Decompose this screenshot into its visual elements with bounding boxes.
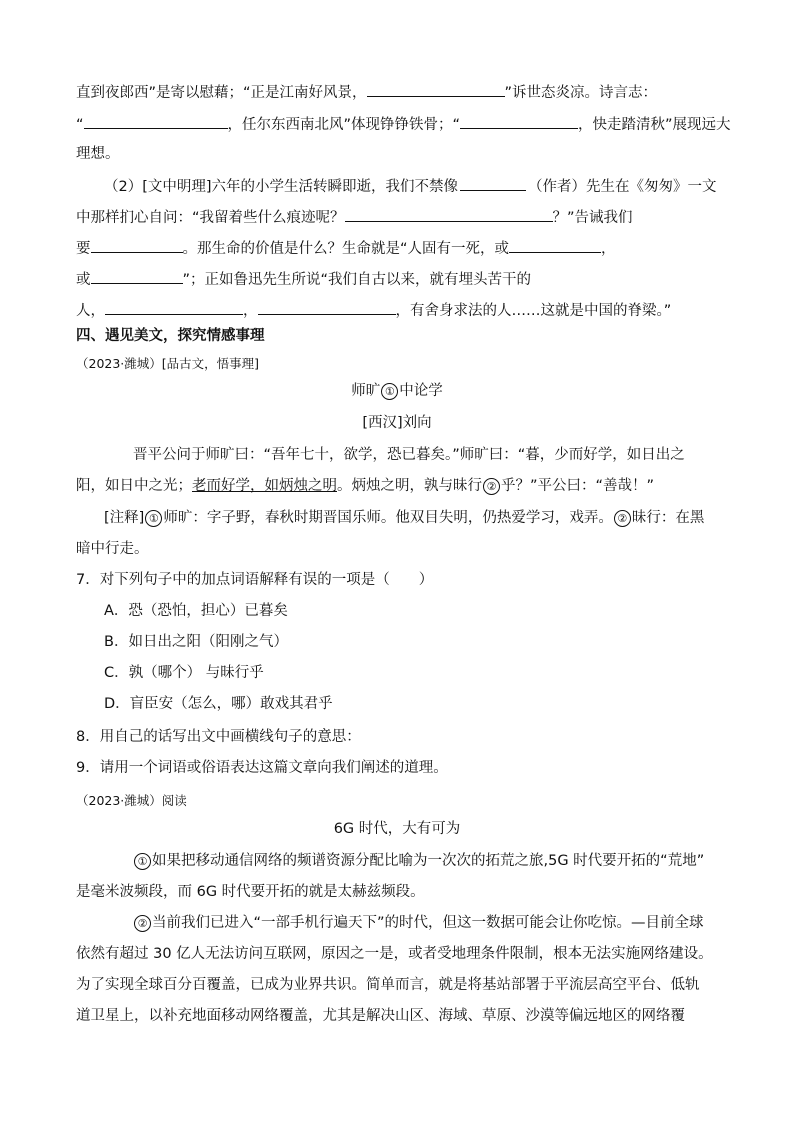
- paragraph-marker: ①: [134, 853, 151, 870]
- option-b[interactable]: B．如日出之阳（阳刚之气）: [104, 634, 288, 650]
- text: 当前我们已进入“一部手机行遍天下”的时代，但这一数据可能会让你吃惊。—目前全球: [152, 915, 704, 931]
- text: 要: [76, 241, 91, 257]
- passage-line-2: [76, 477, 654, 495]
- note-marker-2: ②: [614, 510, 631, 527]
- answer-blank[interactable]: [91, 269, 183, 284]
- answer-blank[interactable]: [91, 238, 183, 253]
- text: 人，: [76, 303, 105, 319]
- note-marker-1: ①: [145, 510, 162, 527]
- poem-line-1: [76, 82, 657, 102]
- question-2-line-5: [76, 300, 671, 320]
- option-a[interactable]: A．恐（恐怕，担心）已暮矣: [104, 603, 288, 619]
- question-9: 9．请用一个词语或俗语表达这篇文章向我们阐述的道理。: [76, 760, 448, 776]
- note-line-1: [104, 509, 704, 527]
- text: 。那生命的价值是什么？生命就是“人固有一死，或: [182, 241, 510, 257]
- note-marker-1: ①: [381, 383, 398, 400]
- paragraph-marker: ②: [134, 915, 151, 932]
- answer-blank[interactable]: [460, 114, 578, 129]
- underlined-sentence: 老而好学，如炳烛之明: [192, 478, 337, 494]
- text: 乎？”平公曰：“善哉！”: [501, 478, 655, 494]
- article-para-2-line-2: 依然有超过 30 亿人无法访问互联网，原因之一是，或者受地理条件限制，根本无法实施网络建设。: [76, 946, 713, 962]
- text: ”诉世态炎凉。诗言志：: [504, 85, 658, 101]
- passage-author: [西汉]刘向: [362, 415, 432, 431]
- text: （2）[文中明理]六年的小学生活转瞬即逝，我们不禁像: [104, 179, 459, 195]
- text: 如果把移动通信网络的频谱资源分配比喻为一次次的拓荒之旅,5G 时代要开拓的“荒地”: [152, 853, 705, 869]
- passage-title: [0, 382, 794, 400]
- answer-blank[interactable]: [509, 238, 601, 253]
- answer-blank[interactable]: [345, 207, 553, 222]
- note-line-2: 暗中行走。: [76, 541, 149, 557]
- text: 阳，如日中之光；: [76, 478, 192, 494]
- text: 直到夜郎西”是寄以慰藉；“正是江南好风景，: [76, 85, 367, 101]
- answer-blank[interactable]: [84, 114, 228, 129]
- question-2-line-1: [104, 176, 717, 196]
- author-blank[interactable]: [460, 176, 526, 191]
- answer-blank[interactable]: [105, 300, 243, 315]
- text: ，: [601, 241, 616, 257]
- question-2-line-3: [76, 238, 616, 258]
- option-c[interactable]: C．孰（哪个） 与昧行乎: [104, 665, 264, 681]
- question-2-line-2: [76, 207, 633, 227]
- text: 中论学: [399, 383, 443, 399]
- option-d[interactable]: D．盲臣安（怎么，哪）敢戏其君乎: [104, 696, 333, 712]
- text: ”；正如鲁迅先生所说“我们自古以来，就有埋头苦干的: [182, 272, 532, 288]
- article-para-1-line-2: 是毫米波频段，而 6G 时代要开拓的就是太赫兹频段。: [76, 884, 425, 900]
- article-para-2-line-4: 道卫星上，以补充地面移动网络覆盖，尤其是解决山区、海域、草原、沙漠等偏远地区的网络覆: [76, 1008, 685, 1024]
- article-para-2-line-1: [133, 914, 704, 932]
- text: 师旷：字子野，春秋时期晋国乐师。他双目失明，仍热爱学习，戏弄。: [163, 510, 613, 526]
- question-7: 7．对下列句子中的加点词语解释有误的一项是（ ）: [76, 572, 434, 588]
- text: ？”告诫我们: [552, 210, 633, 226]
- text: ，快走踏清秋”展现远大: [578, 117, 731, 133]
- note-marker-2: ②: [483, 478, 500, 495]
- source-label-2: （2023·潍城）阅读: [76, 793, 187, 808]
- article-title: 6G 时代，大有可为: [333, 821, 461, 837]
- text: ，任尔东西南北风”体现铮铮铁骨；“: [227, 117, 461, 133]
- text: 或: [76, 272, 91, 288]
- passage-line-1: 晋平公问于师旷曰：“吾年七十，欲学，恐已暮矣。”师旷曰：“暮，少而好学，如日出之: [133, 447, 685, 463]
- answer-blank[interactable]: [367, 82, 505, 97]
- poem-line-2: [76, 114, 731, 134]
- text: （作者）先生在《匆匆》一文: [528, 179, 717, 195]
- poem-line-3: 理想。: [76, 146, 120, 162]
- question-8: 8．用自己的话写出文中画横线句子的意思：: [76, 729, 361, 745]
- question-2-line-4: [76, 269, 531, 289]
- text: ，有舍身求法的人……这就是中国的脊梁。”: [395, 303, 672, 319]
- source-label: （2023·潍城）[品古文，悟事理]: [76, 356, 260, 371]
- answer-blank[interactable]: [258, 300, 396, 315]
- text: ，: [243, 303, 258, 319]
- text: 中那样扪心自问：“我留着些什么痕迹呢？: [76, 210, 345, 226]
- article-para-1-line-1: [133, 852, 704, 870]
- text: 昧行：在黑: [631, 510, 705, 526]
- section-heading: 四、遇见美文，探究情感事理: [76, 328, 265, 344]
- text: “: [76, 117, 84, 133]
- text: 。炳烛之明，孰与昧行: [337, 478, 482, 494]
- text: [注释]: [104, 510, 145, 526]
- article-para-2-line-3: 为了实现全球百分百覆盖，已成为业界共识。简单而言，就是将基站部署于平流层高空平台、低轨: [76, 977, 700, 993]
- text: 师旷: [351, 383, 381, 399]
